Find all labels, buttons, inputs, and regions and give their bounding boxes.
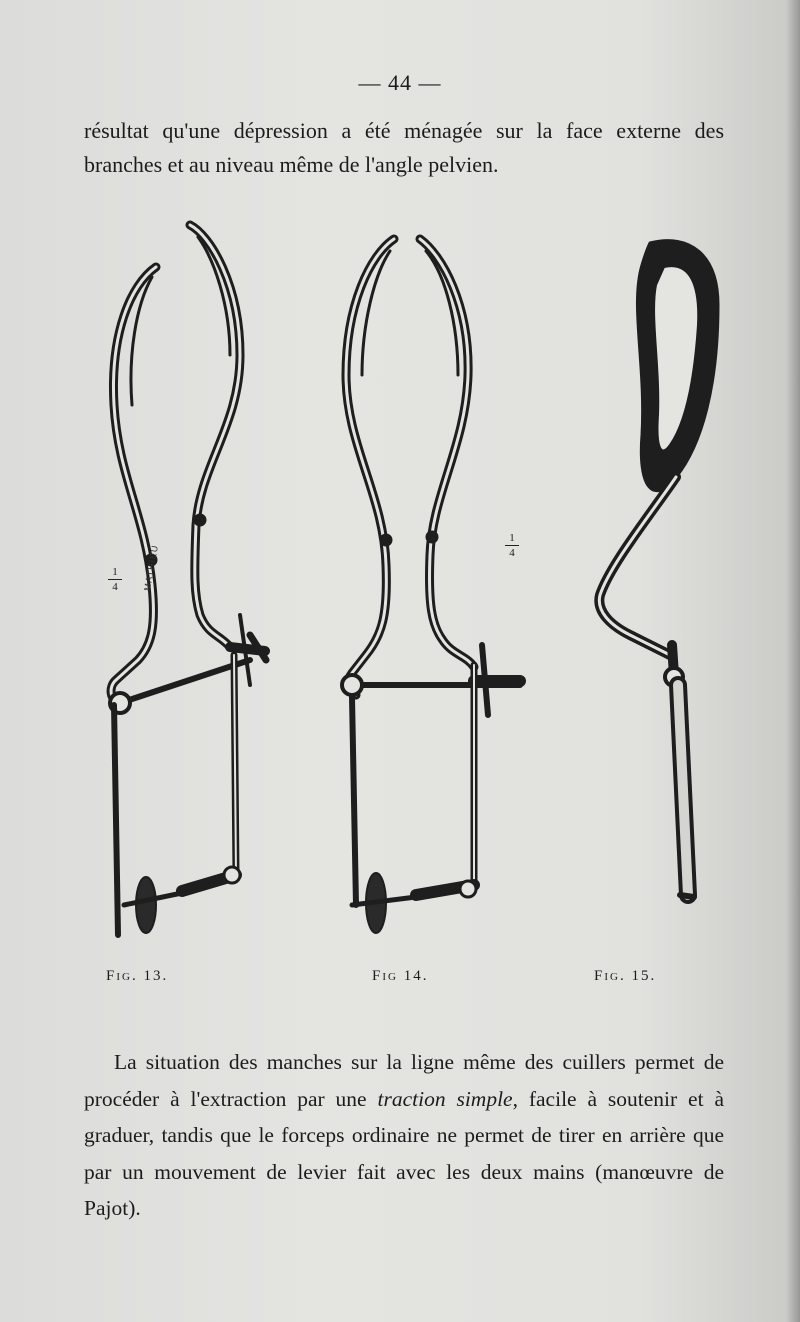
forceps-illustration bbox=[90, 215, 730, 955]
caption-fig13: Fig. 13. bbox=[106, 968, 169, 984]
forceps-fig15 bbox=[599, 241, 718, 897]
scale-fraction-fig13 bbox=[108, 566, 122, 593]
top-paragraph: résultat qu'une dépression a été ménagée sur la face externe des branches et au niveau même de l'angle pelvien. bbox=[84, 118, 724, 177]
scale-denominator: 4 bbox=[112, 581, 118, 593]
bottom-paragraph-part1: La situation des manches sur la ligne même des cuillers permet de procéder à l'extraction par une bbox=[84, 1050, 724, 1111]
scale-numerator: 1 bbox=[509, 532, 515, 544]
page-edge-shadow bbox=[786, 0, 800, 1322]
forceps-fig13 bbox=[110, 225, 266, 935]
bottom-paragraph bbox=[84, 1044, 724, 1227]
scale-denominator: 4 bbox=[509, 547, 515, 559]
caption-fig15: Fig. 15. bbox=[594, 968, 657, 984]
forceps-fig14 bbox=[342, 239, 520, 933]
page-number: — 44 — bbox=[358, 70, 442, 95]
scale-fraction-fig14 bbox=[505, 532, 519, 559]
maker-stamp: MATHIEU bbox=[142, 543, 160, 592]
scale-numerator: 1 bbox=[112, 566, 118, 578]
caption-fig14: Fig 14. bbox=[372, 968, 429, 984]
bottom-paragraph-emphasis: traction simple bbox=[377, 1086, 513, 1111]
bottom-paragraph-part2: , facile à soutenir et à graduer, tandis que le forceps ordinaire ne permet de tirer en arrière que par un mouvement de levier fait avec les deux mains (manœuvre de Pajot). bbox=[84, 1086, 725, 1220]
